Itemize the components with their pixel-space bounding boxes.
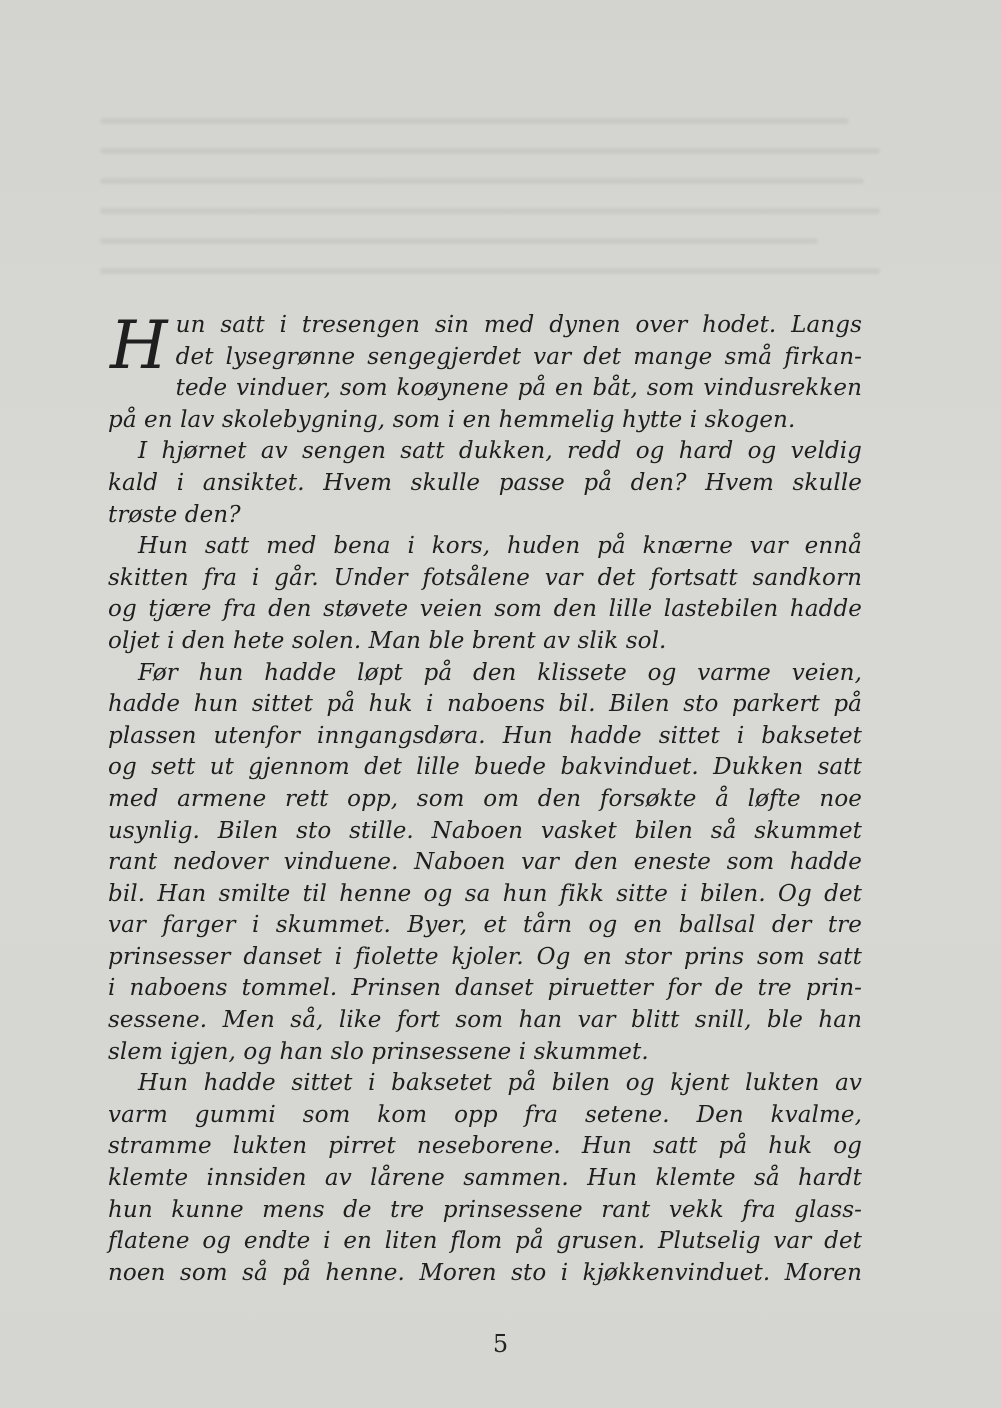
text-line: sessene. Men så, like fort som han var blitt snill, ble han (108, 1007, 862, 1034)
text-line: det lysegrønne sengegjerdet var det mange små firkan- (175, 343, 862, 370)
text-line: Hun satt med bena i kors, huden på knærne var ennå (138, 533, 862, 560)
text-line: hun kunne mens de tre prinsessene rant vekk fra glass- (108, 1196, 862, 1223)
text-line: på en lav skolebygning, som i en hemmelig hytte i skogen. (108, 406, 796, 433)
text-line: med armene rett opp, som om den forsøkte å løfte noe (108, 785, 862, 812)
text-line: plassen utenfor inngangsdøra. Hun hadde sittet i baksetet (108, 722, 862, 749)
text-line: oljet i den hete solen. Man ble brent av slik sol. (108, 627, 667, 654)
text-line: og sett ut gjennom det lille buede bakvinduet. Dukken satt (108, 754, 862, 781)
opening-paragraph-start (108, 307, 862, 384)
text-line: kald i ansiktet. Hvem skulle passe på den? Hvem skulle (108, 469, 862, 496)
drop-cap: H (110, 307, 168, 384)
text-line: hadde hun sittet på huk i naboens bil. Bilen sto parkert på (108, 691, 862, 718)
bleed-through-text (100, 118, 880, 308)
text-line: varm gummi som kom opp fra setene. Den kvalme, (108, 1101, 862, 1128)
text-line: un satt i tresengen sin med dynen over hodet. Langs (175, 312, 862, 338)
text-line: prinsesser danset i fiolette kjoler. Og en stor prins som satt (108, 943, 862, 970)
text-line: usynlig. Bilen sto stille. Naboen vasket bilen så skummet (108, 817, 862, 844)
text-line: trøste den? (108, 501, 241, 528)
text-line: bil. Han smilte til henne og sa hun fikk sitte i bilen. Og det (108, 880, 862, 907)
text-line: noen som så på henne. Moren sto i kjøkkenvinduet. Moren (108, 1259, 862, 1286)
body-text (108, 307, 862, 1289)
text-line: skitten fra i går. Under fotsålene var det fortsatt sandkorn (108, 564, 862, 591)
page-number: 5 (492, 1330, 509, 1358)
text-line: i naboens tommel. Prinsen danset piruetter for de tre prin- (108, 975, 862, 1002)
text-line: og tjære fra den støvete veien som den lille lastebilen hadde (108, 596, 862, 623)
text-line: slem igjen, og han slo prinsessene i skummet. (108, 1038, 649, 1065)
text-line: Før hun hadde løpt på den klissete og varme veien, (138, 659, 862, 686)
text-line: klemte innsiden av lårene sammen. Hun klemte så hardt (108, 1165, 862, 1192)
text-line: flatene og endte i en liten flom på grusen. Plutselig var det (108, 1228, 862, 1255)
text-line: I hjørnet av sengen satt dukken, redd og hard og veldig (138, 438, 862, 465)
text-line: var farger i skummet. Byer, et tårn og en ballsal der tre (108, 912, 862, 939)
text-line: stramme lukten pirret neseborene. Hun satt på huk og (108, 1133, 862, 1160)
text-line: tede vinduer, som koøynene på en båt, som vindusrekken (175, 375, 862, 402)
text-lines (108, 373, 862, 1289)
text-line: rant nedover vinduene. Naboen var den eneste som hadde (108, 849, 862, 876)
text-line: Hun hadde sittet i baksetet på bilen og kjent lukten av (138, 1070, 862, 1097)
